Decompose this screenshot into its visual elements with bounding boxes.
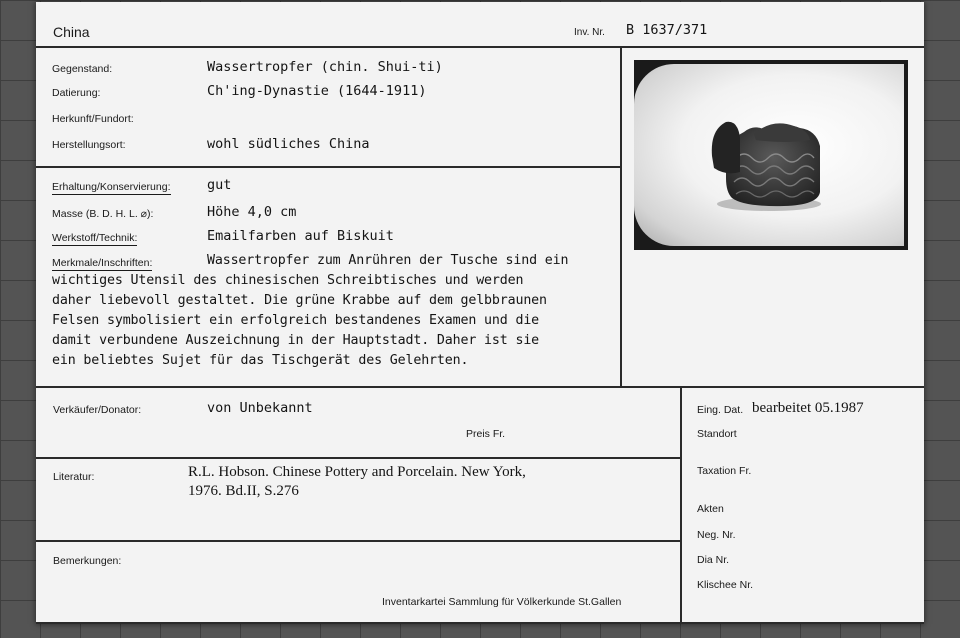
rule-side-divider xyxy=(680,386,682,623)
bemerkungen-label: Bemerkungen: xyxy=(53,555,122,567)
literatur-line-1: R.L. Hobson. Chinese Pottery and Porcelain. New York, xyxy=(188,464,526,480)
literatur-line-2: 1976. Bd.II, S.276 xyxy=(188,483,299,499)
gegenstand-label: Gegenstand: xyxy=(52,63,113,75)
rule-under-literatur xyxy=(36,540,680,542)
merkmale-line-3: daher liebevoll gestaltet. Die grüne Krabbe auf dem gelbbraunen xyxy=(52,293,547,308)
merkmale-line-4: Felsen symbolisiert ein erfolgreich bestandenes Examen und die xyxy=(52,313,540,328)
erhaltung-value: gut xyxy=(207,177,232,193)
dia-nr-label: Dia Nr. xyxy=(697,554,730,566)
masse-label: Masse (B. D. H. L. ⌀): xyxy=(52,208,154,220)
inv-nr-value: B 1637/371 xyxy=(626,22,708,38)
gegenstand-value: Wassertropfer (chin. Shui-ti) xyxy=(207,59,443,75)
merkmale-line-2: wichtiges Utensil des chinesischen Schreibtisches und werden xyxy=(52,273,524,288)
erhaltung-label: Erhaltung/Konservierung: xyxy=(52,181,171,193)
werkstoff-label: Werkstoff/Technik: xyxy=(52,232,138,244)
verkaeufer-label: Verkäufer/Donator: xyxy=(53,404,142,416)
rule-under-header xyxy=(36,46,924,48)
akten-label: Akten xyxy=(697,503,724,515)
datierung-label: Datierung: xyxy=(52,87,101,99)
datierung-value: Ch'ing-Dynastie (1644-1911) xyxy=(207,83,427,99)
object-photo xyxy=(634,60,908,250)
country: China xyxy=(53,24,90,40)
neg-nr-label: Neg. Nr. xyxy=(697,529,736,541)
rule-under-herstellungsort xyxy=(36,166,620,168)
taxation-label: Taxation Fr. xyxy=(697,465,752,477)
rule-under-merkmale xyxy=(36,386,924,388)
rule-under-verkaeufer xyxy=(36,457,680,459)
klischee-nr-label: Klischee Nr. xyxy=(697,579,754,591)
rule-photo-divider xyxy=(620,46,622,387)
eing-dat-label: Eing. Dat. xyxy=(697,404,744,416)
catalog-card xyxy=(36,2,924,624)
water-dropper-image xyxy=(634,60,908,250)
masse-value: Höhe 4,0 cm xyxy=(207,204,297,220)
merkmale-line-5: damit verbundene Auszeichnung in der Hauptstadt. Daher ist sie xyxy=(52,333,540,348)
herkunft-label: Herkunft/Fundort: xyxy=(52,113,134,125)
rule-under-bemerkungen xyxy=(36,622,924,624)
preis-label: Preis Fr. xyxy=(466,428,506,440)
footer-institution: Inventarkartei Sammlung für Völkerkunde St.Gallen xyxy=(382,596,622,608)
verkaeufer-value: von Unbekannt xyxy=(207,400,313,416)
herstellungsort-label: Herstellungsort: xyxy=(52,139,126,151)
literatur-label: Literatur: xyxy=(53,471,95,483)
eing-dat-value: bearbeitet 05.1987 xyxy=(752,400,864,416)
merkmale-line-1: Wassertropfer zum Anrühren der Tusche sind ein xyxy=(207,253,569,268)
standort-label: Standort xyxy=(697,428,737,440)
inv-nr-label: Inv. Nr. xyxy=(574,27,605,38)
merkmale-line-6: ein beliebtes Sujet für das Tischgerät des Gelehrten. xyxy=(52,353,469,368)
merkmale-label: Merkmale/Inschriften: xyxy=(52,257,153,269)
herstellungsort-value: wohl südliches China xyxy=(207,136,370,152)
werkstoff-value: Emailfarben auf Biskuit xyxy=(207,228,394,244)
